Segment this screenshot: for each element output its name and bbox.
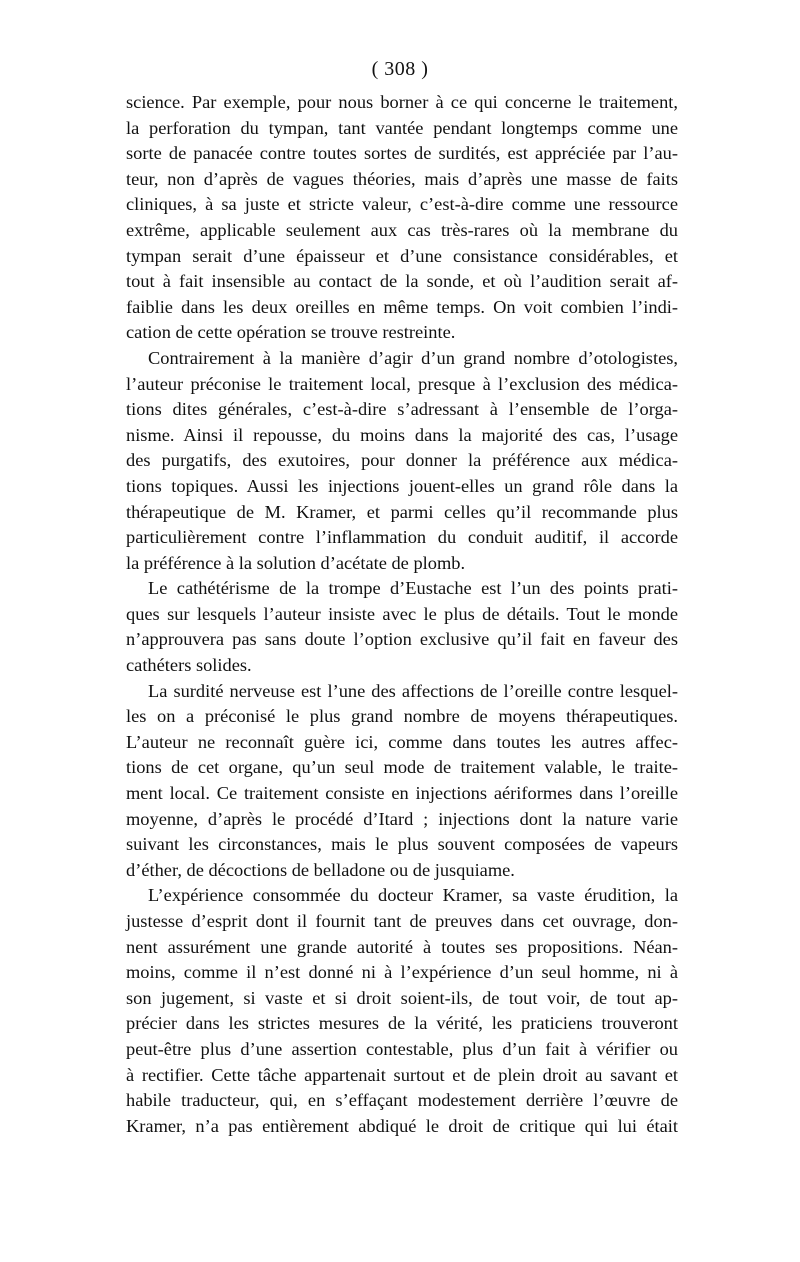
text-line: d’éther, de décoctions de belladone ou de jusquiame. [126, 859, 515, 880]
text-line: son jugement, si vaste et si droit soient-ils, de tout voir, de tout ap- [126, 987, 678, 1008]
text-line: Contrairement à la manière d’agir d’un grand nombre d’otologistes, [148, 347, 678, 368]
text-line: tions dites générales, c’est-à-dire s’adressant à l’ensemble de l’orga- [126, 399, 678, 420]
text-line: tions de cet organe, qu’un seul mode de traitement valable, le traite- [126, 757, 678, 778]
text-line: la préférence à la solution d’acétate de plomb. [126, 552, 466, 573]
text-line: habile traducteur, qui, en s’effaçant modestement derrière l’œuvre de [126, 1090, 678, 1111]
text-line: justesse d’esprit dont il fournit tant de preuves dans cet ouvrage, don- [126, 911, 678, 931]
text-line: moins, comme il n’est donné ni à l’expérience d’un seul homme, ni à [126, 962, 678, 983]
text-line: teur, non d’après de vagues théories, mais d’après une masse de faits [126, 168, 678, 189]
text-line: Le cathétérisme de la trompe d’Eustache est l’un des points prati- [148, 578, 678, 599]
text-line: des purgatifs, des exutoires, pour donner la préférence aux médica- [126, 450, 678, 471]
text-line: précier dans les strictes mesures de la vérité, les praticiens trouveront [126, 1013, 678, 1034]
text-line: Kramer, n’a pas entièrement abdiqué le droit de critique qui lui était [126, 1115, 678, 1136]
text-line: particulièrement contre l’inflammation du conduit auditif, il accorde [126, 527, 678, 548]
text-line: extrême, applicable seulement aux cas très-rares où la membrane du [126, 219, 678, 240]
text-line: peut-être plus d’une assertion contestable, plus d’un fait à vérifier ou [126, 1038, 678, 1059]
text-line: n’approuvera pas sans doute l’option exclusive qu’il fait en faveur des [126, 629, 678, 650]
text-line: faiblie dans les deux oreilles en même temps. On voit combien l’indi- [126, 296, 678, 317]
paragraph [126, 576, 678, 678]
text-line: ques sur lesquels l’auteur insiste avec le plus de détails. Tout le monde [126, 603, 678, 624]
text-line: suivant les circonstances, mais le plus souvent composées de vapeurs [126, 834, 678, 855]
text-line: La surdité nerveuse est l’une des affections de l’oreille contre lesquel- [148, 680, 678, 701]
text-line: à rectifier. Cette tâche appartenait surtout et de plein droit au savant et [126, 1064, 678, 1085]
text-line: tout à fait insensible au contact de la sonde, et où l’audition serait af- [126, 271, 678, 292]
text-line: cathéters solides. [126, 655, 252, 676]
text-line: nent assurément une grande autorité à toutes ses propositions. Néan- [126, 936, 678, 957]
text-line: L’expérience consommée du docteur Kramer, sa vaste érudition, la [148, 885, 678, 906]
paragraph [126, 346, 678, 576]
text-line: nisme. Ainsi il repousse, du moins dans la majorité des cas, l’usage [126, 424, 678, 445]
body-text [126, 90, 678, 1139]
text-line: sorte de panacée contre toutes sortes de surdités, est appréciée par l’au- [126, 143, 678, 164]
text-line: l’auteur préconise le traitement local, presque à l’exclusion des médica- [126, 373, 678, 394]
text-line: la perforation du tympan, tant vantée pendant longtemps comme une [126, 117, 678, 138]
text-line: moyenne, d’après le procédé d’Itard ; injections dont la nature varie [126, 808, 678, 829]
page-number: ( 308 ) [371, 58, 429, 80]
text-line: L’auteur ne reconnaît guère ici, comme dans toutes les autres affec- [126, 731, 678, 752]
paragraph [126, 679, 678, 884]
paragraph [126, 90, 678, 346]
text-line: tympan serait d’une épaisseur et d’une consistance considérables, et [126, 245, 678, 266]
text-line: ment local. Ce traitement consiste en injections aériformes dans l’oreille [126, 783, 678, 804]
text-line: thérapeutique de M. Kramer, et parmi celles qu’il recommande plus [126, 501, 678, 522]
text-line: cliniques, à sa juste et stricte valeur, c’est-à-dire comme une ressource [126, 194, 678, 215]
text-line: les on a préconisé le plus grand nombre de moyens thérapeutiques. [126, 706, 678, 727]
text-line: cation de cette opération se trouve restreinte. [126, 322, 456, 343]
text-line: tions topiques. Aussi les injections jouent-elles un grand rôle dans la [126, 475, 678, 496]
text-line: science. Par exemple, pour nous borner à ce qui concerne le traitement, [126, 92, 678, 112]
paragraph [126, 883, 678, 1139]
